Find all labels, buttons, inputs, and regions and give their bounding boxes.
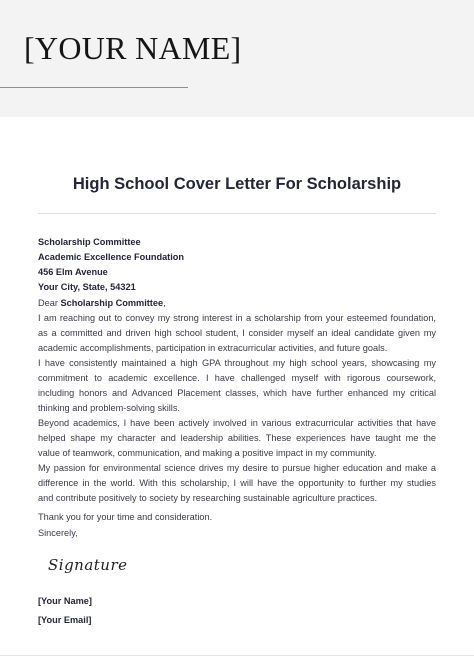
document-title: High School Cover Letter For Scholarship bbox=[72, 175, 402, 193]
sign-off: Sincerely, bbox=[38, 528, 78, 538]
closing-email: [Your Email] bbox=[38, 615, 92, 625]
salutation bbox=[38, 296, 436, 310]
signature: Signature bbox=[48, 556, 128, 574]
body-line: I have consistently maintained a high GPA throughout my high school years, showcasing my bbox=[38, 358, 436, 368]
body-line: including honors and Advanced Placement classes, which have further enhanced my critical bbox=[38, 388, 436, 398]
body-line: value of teamwork, communication, and making a positive impact in my community. bbox=[38, 448, 377, 458]
salutation-suffix: , bbox=[163, 298, 166, 308]
body-line: commitment to academic excellence. I have challenged myself with rigorous coursework, bbox=[38, 373, 436, 383]
title-divider bbox=[38, 213, 436, 214]
body-line: helped shape my character and leadership abilities. These experiences have taught me the bbox=[38, 433, 436, 443]
body-line: as a committed and driven high school student, I consider myself an ideal candidate given my bbox=[38, 328, 436, 338]
recipient-line-2: Academic Excellence Foundation bbox=[38, 252, 185, 262]
recipient-line-1: Scholarship Committee bbox=[38, 237, 141, 247]
body-line: I am reaching out to convey my strong interest in a scholarship from your esteemed foundation, bbox=[38, 313, 436, 323]
body-line: Thank you for your time and consideration. bbox=[38, 512, 213, 522]
recipient-line-3: 456 Elm Avenue bbox=[38, 267, 108, 277]
body-line: Beyond academics, I have been actively involved in various extracurricular activities that have bbox=[38, 418, 436, 428]
body-line: and contribute positively to society by researching sustainable agriculture practices. bbox=[38, 493, 378, 503]
closing-name: [Your Name] bbox=[38, 596, 92, 606]
footer-divider bbox=[0, 655, 474, 656]
recipient-line-4: Your City, State, 54321 bbox=[38, 282, 136, 292]
body-line: difference in the world. With this scholarship, I will have the opportunity to further my studies bbox=[38, 478, 436, 488]
name-heading: [YOUR NAME] bbox=[24, 30, 242, 66]
salutation-prefix: Dear bbox=[38, 298, 61, 308]
body-line: thinking and problem-solving skills. bbox=[38, 403, 180, 413]
body-line: My passion for environmental science drives my desire to pursue higher education and make a bbox=[38, 463, 436, 473]
header-divider bbox=[0, 87, 188, 88]
salutation-name: Scholarship Committee bbox=[60, 298, 164, 308]
body-line: academic accomplishments, participation in extracurricular activities, and future goals. bbox=[38, 343, 388, 353]
